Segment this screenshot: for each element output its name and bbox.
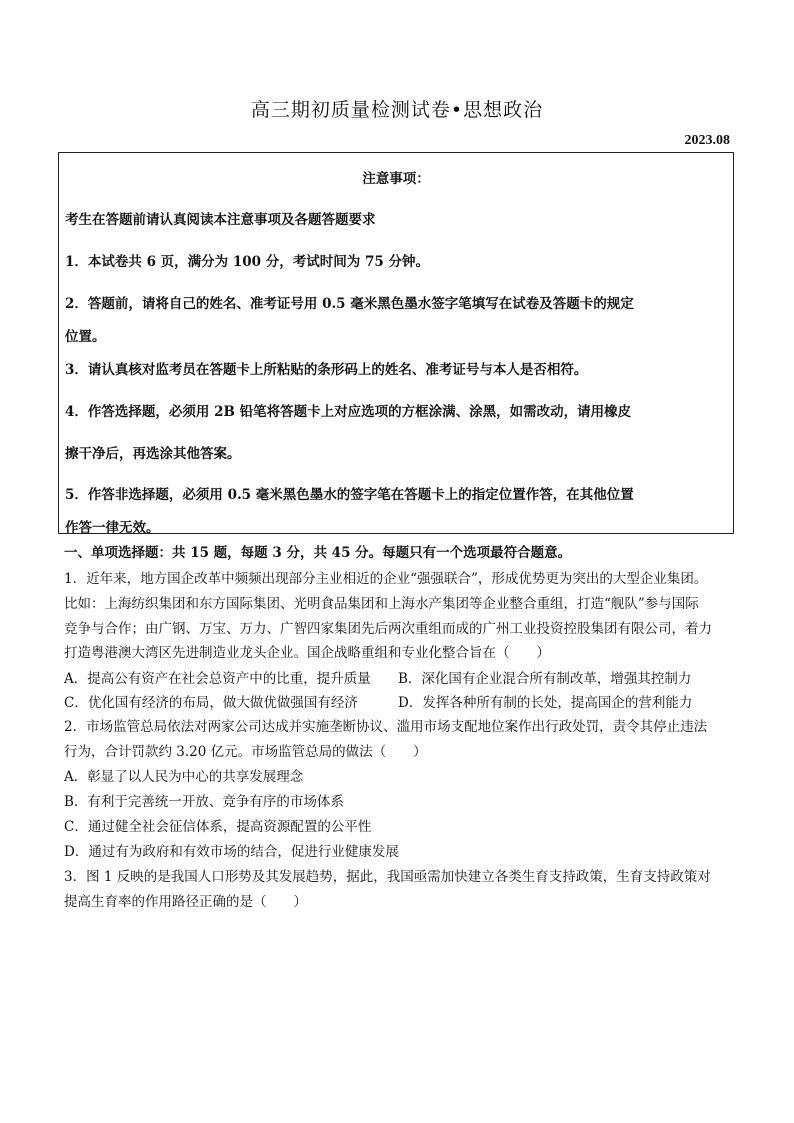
notice-item: 擦干净后，再选涂其他答案。 [65, 446, 241, 462]
notice-box [58, 152, 734, 534]
question-1-option-b: B．深化国有企业混合所有制改革，增强其控制力 [398, 671, 692, 687]
notice-item: 1．本试卷共 6 页，满分为 100 分，考试时间为 75 分钟。 [65, 254, 429, 270]
question-2-option-c: C．通过健全社会征信体系，提高资源配置的公平性 [64, 819, 372, 835]
question-2-text: 行为，合计罚款约 3.20 亿元。市场监管总局的做法（ ） [64, 744, 427, 760]
question-2-option-d: D．通过有为政府和有效市场的结合，促进行业健康发展 [64, 844, 399, 860]
question-2-option-b: B．有利于完善统一开放、竞争有序的市场体系 [64, 794, 344, 810]
notice-item: 2．答题前，请将自己的姓名、准考证号用 0.5 毫米黑色墨水签字笔填写在试卷及答题卡的规定 [65, 296, 634, 312]
notice-intro: 考生在答题前请认真阅读本注意事项及各题答题要求 [65, 212, 376, 228]
exam-title: 高三期初质量检测试卷•思想政治 [250, 99, 544, 121]
question-1-text: 竞争与合作；由广钢、万宝、万力、广智四家集团先后两次重组而成的广州工业投资控股集团有限公司，着力 [64, 621, 712, 637]
question-1-text: 打造粤港澳大湾区先进制造业龙头企业。国企战略重组和专业化整合旨在（ ） [64, 645, 550, 661]
question-1-option-c: C．优化国有经济的布局，做大做优做强国有经济 [64, 695, 358, 711]
question-2-text: 2．市场监管总局依法对两家公司达成并实施垄断协议、滥用市场支配地位案作出行政处罚，责令其停止违法 [64, 719, 708, 735]
question-1-option-d: D．发挥各种所有制的长处，提高国企的营利能力 [398, 695, 693, 711]
notice-item: 4．作答选择题，必须用 2B 铅笔将答题卡上对应选项的方框涂满、涂黑，如需改动，请用橡皮 [65, 404, 632, 420]
notice-item: 位置。 [65, 329, 106, 345]
exam-date: 2023.08 [684, 133, 730, 148]
question-1-text: 比如：上海纺织集团和东方国际集团、光明食品集团和上海水产集团等企业整合重组，打造“舰队”参与国际 [64, 596, 699, 612]
notice-item: 5．作答非选择题，必须用 0.5 毫米黑色墨水的签字笔在答题卡上的指定位置作答，在其他位置 [65, 487, 634, 503]
question-3-text: 3．图 1 反映的是我国人口形势及其发展趋势，据此，我国亟需加快建立各类生育支持政策，生育支持政策对 [64, 869, 711, 885]
question-1-text: 1．近年来，地方国企改革中频频出现部分主业相近的企业“强强联合”，形成优势更为突出的大型企业集团。 [64, 571, 708, 587]
question-2-option-a: A．彰显了以人民为中心的共享发展理念 [64, 769, 304, 785]
notice-item: 作答一律无效。 [65, 520, 160, 536]
question-3-text: 提高生育率的作用路径正确的是（ ） [64, 894, 307, 910]
notice-heading: 注意事项： [362, 171, 430, 187]
question-1-option-a: A．提高公有资产在社会总资产中的比重，提升质量 [64, 671, 371, 687]
section-heading: 一、单项选择题：共 15 题，每题 3 分，共 45 分。每题只有一个选项最符合题意。 [64, 545, 572, 561]
notice-item: 3．请认真核对监考员在答题卡上所粘贴的条形码上的姓名、准考证号与本人是否相符。 [65, 362, 588, 378]
